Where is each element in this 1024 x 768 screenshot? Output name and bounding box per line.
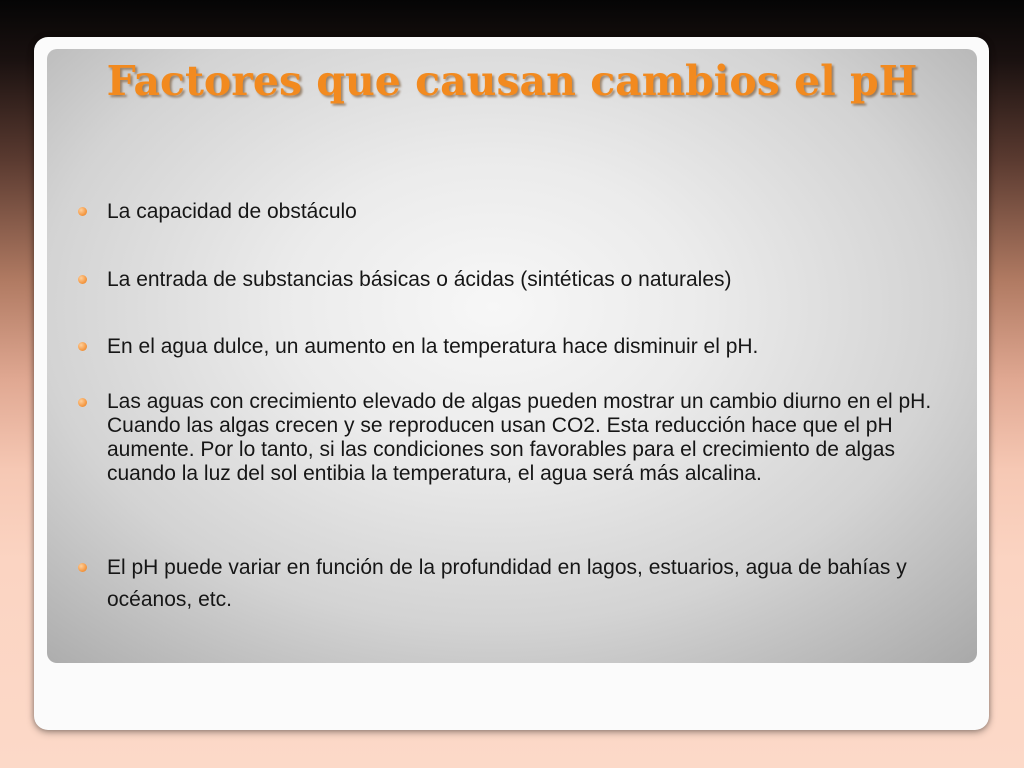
bullet-marker-icon <box>78 342 87 351</box>
bullet-item <box>107 267 967 293</box>
bullet-item <box>107 199 967 225</box>
bullet-item <box>107 390 967 486</box>
bullet-marker-icon <box>78 275 87 284</box>
bullet-item <box>107 552 967 616</box>
slide-title: Factores que causan cambios el pH <box>106 57 918 105</box>
bullet-text: La capacidad de obstáculo <box>107 200 357 223</box>
bullet-marker-icon <box>78 398 87 407</box>
bullet-text: El pH puede variar en función de la profundidad en lagos, estuarios, agua de bahías y océanos, etc. <box>107 556 907 611</box>
bullet-item <box>107 334 967 360</box>
bullet-text: En el agua dulce, un aumento en la temperatura hace disminuir el pH. <box>107 335 759 358</box>
bullet-text: Las aguas con crecimiento elevado de algas pueden mostrar un cambio diurno en el pH. Cuando las algas crecen y se reproducen usan CO2. Esta reducción hace que el pH aumente. Por lo tanto, si las condiciones son favorables para el crecimiento de algas cuando la luz del sol entibia la temperatura, el agua será más alcalina. <box>107 390 932 485</box>
bullet-marker-icon <box>78 207 87 216</box>
slide-content-panel <box>47 49 977 663</box>
bullet-text: La entrada de substancias básicas o ácidas (sintéticas o naturales) <box>107 268 732 291</box>
bullet-marker-icon <box>78 563 87 572</box>
